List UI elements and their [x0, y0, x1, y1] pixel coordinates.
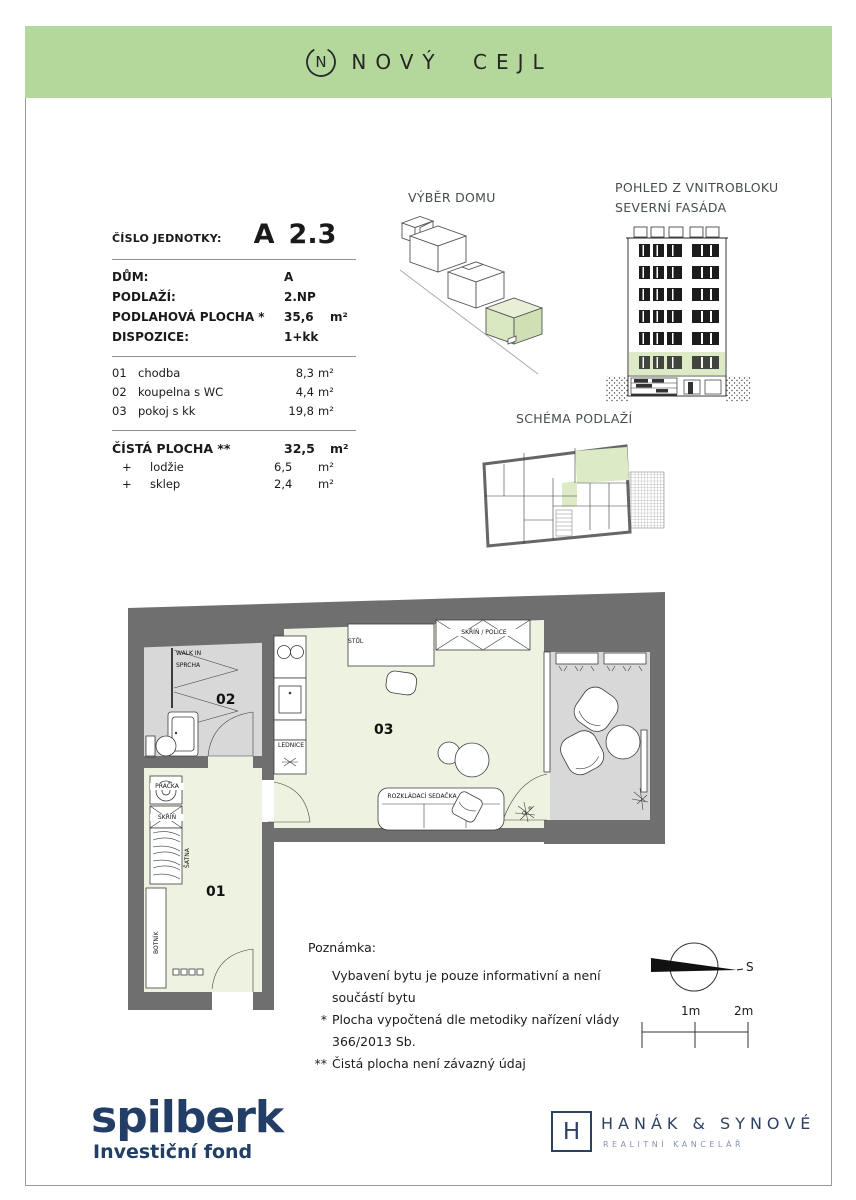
hanak-logo-icon: [551, 1111, 592, 1152]
hanak-agency-subtitle: REALITNÍ KANCELÁŘ: [603, 1140, 745, 1149]
room-num: 02: [112, 385, 127, 399]
info-value: 2.NP: [284, 290, 316, 304]
logo-letter: N: [315, 53, 327, 71]
room-area: 4,4: [295, 385, 314, 399]
net-label: ČÍSTÁ PLOCHA **: [112, 441, 231, 456]
brand-name: NOVÝ CEJL: [351, 50, 553, 74]
desk-label: STŮL: [348, 638, 364, 645]
info-unit: [330, 267, 354, 287]
facade-elevation-diagram: [606, 214, 751, 406]
note-line: [308, 965, 638, 1009]
novy-cejl-logo-icon: [304, 42, 338, 82]
info-row: [112, 267, 356, 287]
extra-sign: +: [122, 460, 132, 474]
extra-unit: m²: [318, 477, 334, 491]
house-selection-diagram: [396, 206, 556, 366]
spilberk-subtitle: Investiční fond: [93, 1141, 253, 1163]
info-unit: [330, 327, 354, 347]
compass-icon: [640, 935, 750, 1005]
header-band: [25, 26, 832, 98]
room-name: pokoj s kk: [138, 404, 196, 418]
note-line: [308, 1053, 638, 1075]
washer-label: PRAČKA: [150, 783, 184, 790]
divider: [112, 356, 356, 357]
extra-area: 2,4: [274, 477, 293, 491]
info-value: 1+kk: [284, 330, 319, 344]
hanak-agency-name: HANÁK & SYNOVÉ: [601, 1114, 816, 1133]
shoe-rack-label: BOTNÍK: [153, 931, 160, 954]
compass-north-label: S: [746, 960, 754, 974]
room-number-living: 03: [374, 722, 394, 738]
walk-in-shower-label-line1: WALK IN: [176, 650, 202, 657]
info-label: PODLAŽÍ:: [112, 290, 176, 304]
net-area: 32,5: [284, 441, 315, 456]
room-unit: m²: [318, 404, 334, 418]
sofa-label: ROZKLÁDACÍ SEDAČKA: [387, 793, 457, 800]
scale-1m-label: 1m: [681, 1004, 701, 1018]
spilberk-logo: spilberk: [91, 1092, 284, 1143]
info-row: [112, 287, 356, 307]
notes-block: [308, 940, 638, 1075]
floor-schema-diagram: [478, 436, 668, 562]
note-marker: **: [314, 1056, 327, 1071]
divider: [112, 430, 356, 431]
closet-label: ŠATNA: [184, 848, 191, 868]
unit-building-letter: A: [253, 219, 275, 250]
extra-sign: +: [122, 477, 132, 491]
wardrobe-label: SKŘÍŇ: [150, 814, 184, 821]
unit-number: 2.3: [288, 219, 337, 250]
room-name: koupelna s WC: [138, 385, 224, 399]
note-marker: *: [320, 1012, 327, 1027]
note-text: Čistá plocha není závazný údaj: [332, 1056, 526, 1071]
facade-title-line1: POHLED Z VNITROBLOKU: [615, 180, 779, 195]
hanak-logo-letter: H: [562, 1118, 581, 1145]
room-number-bathroom: 02: [216, 692, 236, 708]
note-line: [308, 1009, 638, 1053]
facade-title-line2: SEVERNÍ FASÁDA: [615, 200, 727, 215]
fridge-label: LEDNICE: [278, 742, 304, 749]
info-unit: [330, 287, 354, 307]
info-label: DISPOZICE:: [112, 330, 190, 344]
net-unit: m²: [330, 441, 349, 456]
info-label: PODLAHOVÁ PLOCHA *: [112, 310, 265, 324]
extra-unit: m²: [318, 460, 334, 474]
extra-name: lodžie: [150, 460, 184, 474]
room-row: [112, 383, 356, 402]
room-unit: m²: [318, 385, 334, 399]
info-value: A: [284, 270, 294, 284]
info-unit: m²: [330, 310, 348, 324]
room-area: 8,3: [295, 366, 314, 380]
note-marker: [308, 965, 332, 1009]
info-value: 35,6: [284, 310, 314, 324]
extra-name: sklep: [150, 477, 181, 491]
room-area: 19,8: [288, 404, 314, 418]
room-number-hallway: 01: [206, 884, 226, 900]
unit-number-row: [112, 216, 356, 250]
divider: [112, 259, 356, 260]
unit-info-panel: [112, 216, 356, 493]
info-row: [112, 307, 356, 327]
room-name: chodba: [138, 366, 181, 380]
info-row: [112, 327, 356, 347]
net-area-row: [112, 438, 356, 459]
notes-title: Poznámka:: [308, 940, 376, 955]
extra-row: [112, 476, 356, 493]
scale-2m-label: 2m: [734, 1004, 754, 1018]
room-unit: m²: [318, 366, 334, 380]
room-num: 01: [112, 366, 127, 380]
room-row: [112, 402, 356, 421]
floor-schema-title: SCHÉMA PODLAŽÍ: [516, 411, 633, 426]
note-text: Plocha vypočtená dle metodiky nařízení vlády 366/2013 Sb.: [332, 1012, 620, 1049]
wardrobe-shelf-label: SKŘÍŇ / POLICE: [443, 629, 525, 636]
room-num: 03: [112, 404, 127, 418]
walk-in-shower-label-line2: SPRCHA: [176, 662, 201, 669]
house-selection-title: VÝBĚR DOMU: [408, 190, 496, 205]
extra-area: 6,5: [274, 460, 293, 474]
extra-row: [112, 459, 356, 476]
unit-number-label: ČÍSLO JEDNOTKY:: [112, 232, 222, 245]
room-row: [112, 364, 356, 383]
info-label: DŮM:: [112, 270, 149, 284]
note-text: Vybavení bytu je pouze informativní a není součástí bytu: [332, 968, 601, 1005]
